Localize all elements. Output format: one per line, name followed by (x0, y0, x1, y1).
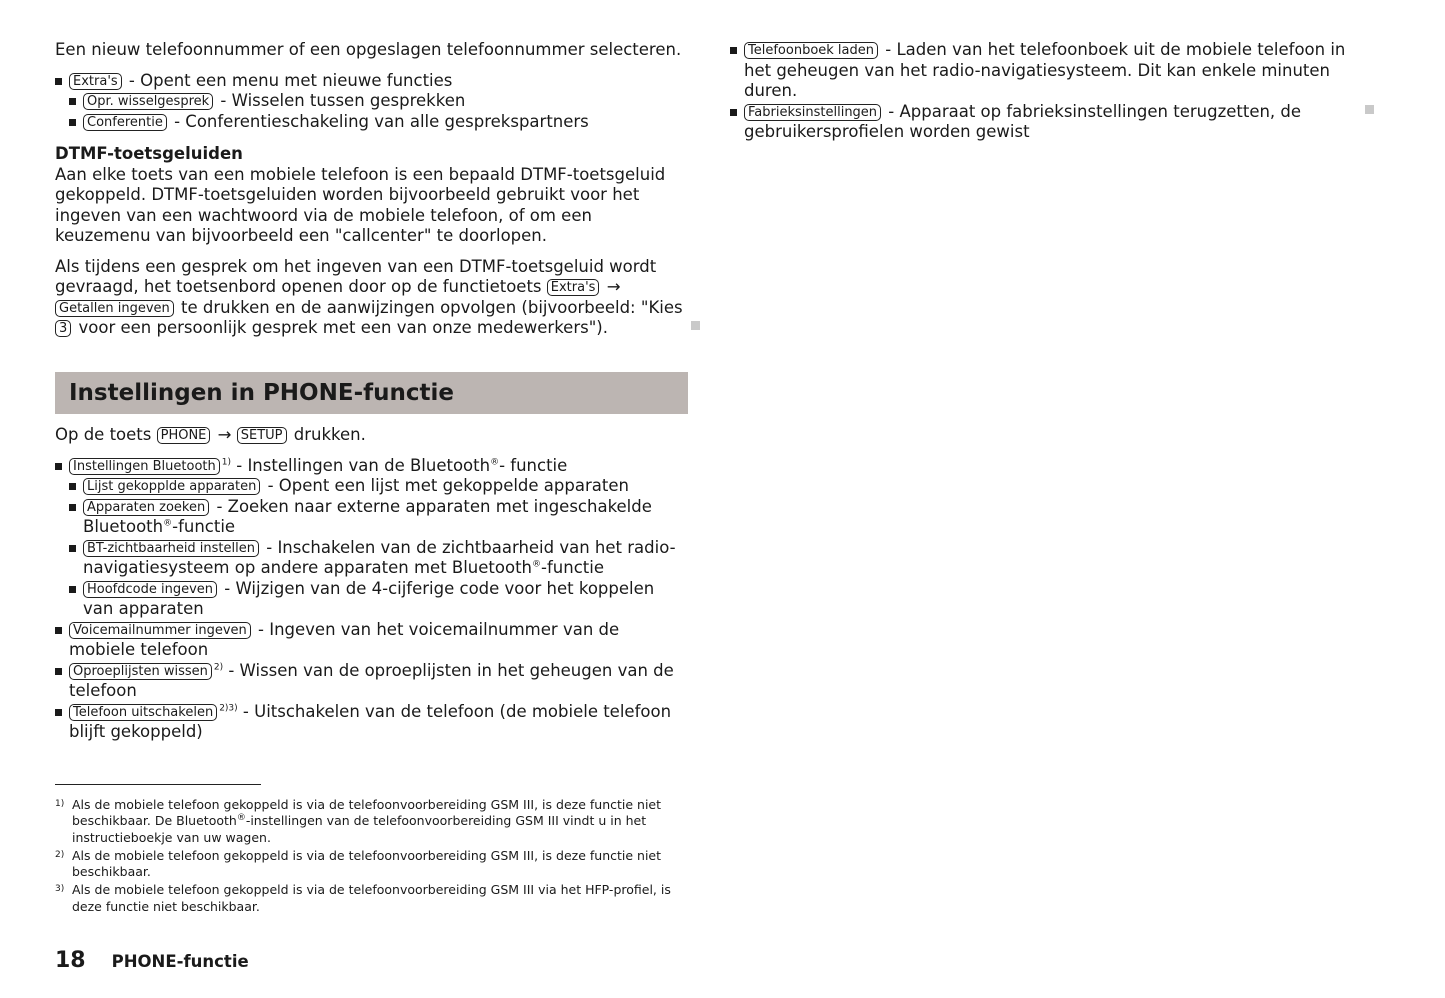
key-getallen-ingeven: Getallen ingeven (55, 300, 174, 317)
intro-text: Een nieuw telefoonnummer of een opgeslagen telefoonnummer selecteren. (55, 40, 682, 59)
footnotes (55, 797, 690, 917)
key-setup: SETUP (237, 427, 287, 444)
dtmf-paragraph-1: Aan elke toets van een mobiele telefoon is een bepaald DTMF-toetsgeluid gekoppeld. DTMF-toetsgeluiden worden bijvoorbeeld gebruikt voor het ingeven van een wachtwoord via de mobiele telefoon, of om een keuzemenu van bijvoorbeeld een "callcenter" te doorlopen. (55, 164, 666, 245)
key-apparaten-zoeken: Apparaten zoeken (83, 499, 209, 516)
section-heading: Instellingen in PHONE-functie (69, 380, 454, 406)
list-item-conferentie: Conferentie - Conferentieschakeling van alle gesprekspartners (69, 112, 690, 133)
arrow-icon: → (217, 425, 232, 444)
key-phone: PHONE (157, 427, 211, 444)
list-item-wisselgesprek: Opr. wisselgesprek - Wisselen tussen gesprekken (69, 91, 690, 112)
list-item-oproeplijsten: Oproeplijsten wissen $^{2)}$ - Wissen van de oproeplijsten in het geheugen van de telefoon (55, 661, 680, 702)
list-item-telefoon-uit: Telefoon uitschakelen $^{2)3)}$ - Uitschakelen van de telefoon (de mobiele telefoon blijft gekoppeld) (55, 702, 680, 743)
section-heading-bar (55, 372, 688, 414)
key-fabrieksinstellingen: Fabrieksinstellingen (744, 104, 881, 121)
key-instellingen-bluetooth: Instellingen Bluetooth (69, 458, 220, 475)
list-item-fabrieksinstellingen: Fabrieksinstellingen - Apparaat op fabrieksinstellingen terugzetten, de gebruikersprofielen worden gewist (730, 102, 1375, 143)
list-item-bluetooth: Instellingen Bluetooth $^{1)}$ - Instellingen van de Bluetooth®- functie (55, 456, 680, 477)
list-item-apparaten-zoeken: Apparaten zoeken - Zoeken naar externe apparaten met ingeschakelde Bluetooth®-functie (69, 497, 680, 538)
footnote-2: 2) Als de mobiele telefoon gekoppeld is via de telefoonvoorbereiding GSM III, is deze functie niet beschikbaar. (55, 847, 662, 880)
list-item-telefoonboek: Telefoonboek laden - Laden van het telefoonboek uit de mobiele telefoon in het geheugen van het radio-navigatiesysteem. Dit kan enkele minuten duren. (730, 40, 1375, 102)
dtmf-title: DTMF-toetsgeluiden (55, 144, 243, 163)
page-footer (55, 948, 249, 973)
key-bt-zichtbaarheid: BT-zichtbaarheid instellen (83, 540, 259, 557)
left-column (55, 40, 690, 339)
footnote-divider (55, 784, 261, 785)
chapter-title: PHONE-functie (111, 952, 249, 971)
key-conferentie: Conferentie (83, 114, 167, 131)
page-number: 18 (55, 948, 86, 973)
list-item-extras: Extra's - Opent een menu met nieuwe functies (55, 71, 690, 92)
key-lijst-gekopplde-apparaten: Lijst gekopplde apparaten (83, 478, 260, 495)
settings-intro: Op de toets PHONE → SETUP drukken. (55, 425, 366, 444)
key-voicemailnummer: Voicemailnummer ingeven (69, 622, 251, 639)
footnote-3: 3) Als de mobiele telefoon gekoppeld is via de telefoonvoorbereiding GSM III via het HFP-profiel, is deze functie niet beschikbaar. (55, 882, 671, 914)
key-extras: Extra's (69, 73, 122, 90)
arrow-icon: → (606, 277, 621, 296)
list-item-lijst-apparaten: Lijst gekopplde apparaten - Opent een lijst met gekoppelde apparaten (69, 476, 680, 497)
section-end-marker (691, 321, 700, 330)
list-item-bt-zichtbaarheid: BT-zichtbaarheid instellen - Inschakelen van de zichtbaarheid van het radio-navigatiesysteem op andere apparaten met Bluetooth®-functie (69, 538, 680, 579)
list-item-voicemail: Voicemailnummer ingeven - Ingeven van het voicemailnummer van de mobiele telefoon (55, 620, 680, 661)
key-oproeplijsten-wissen: Oproeplijsten wissen (69, 663, 212, 680)
key-hoofdcode-ingeven: Hoofdcode ingeven (83, 581, 217, 598)
right-column (730, 40, 1375, 143)
footnote-1: 1) Als de mobiele telefoon gekoppeld is via de telefoonvoorbereiding GSM III, is deze functie niet beschikbaar. De Bluetooth®-instellingen van de telefoonvoorbereiding GSM III vindt u in het instructieboekje van uw wagen. (55, 797, 662, 845)
dtmf-paragraph-2: Als tijdens een gesprek om het ingeven van een DTMF-toetsgeluid wordt gevraagd, het toetsenbord openen door op de functietoets Extra's → Getallen ingeven te drukken en de aanwijzingen opvolgen (bijvoorbeeld: "Kies 3 voor een persoonlijk gesprek met een van onze medewerkers"). (55, 256, 683, 337)
list-item-hoofdcode: Hoofdcode ingeven - Wijzigen van de 4-cijferige code voor het koppelen van apparaten (69, 579, 680, 620)
key-telefoonboek-laden: Telefoonboek laden (744, 42, 878, 59)
key-3: 3 (55, 320, 71, 337)
settings-list (55, 425, 680, 743)
section-end-marker (1365, 105, 1374, 114)
key-telefoon-uitschakelen: Telefoon uitschakelen (69, 704, 217, 721)
key-wisselgesprek: Opr. wisselgesprek (83, 93, 213, 110)
key-extras-2: Extra's (547, 279, 600, 296)
